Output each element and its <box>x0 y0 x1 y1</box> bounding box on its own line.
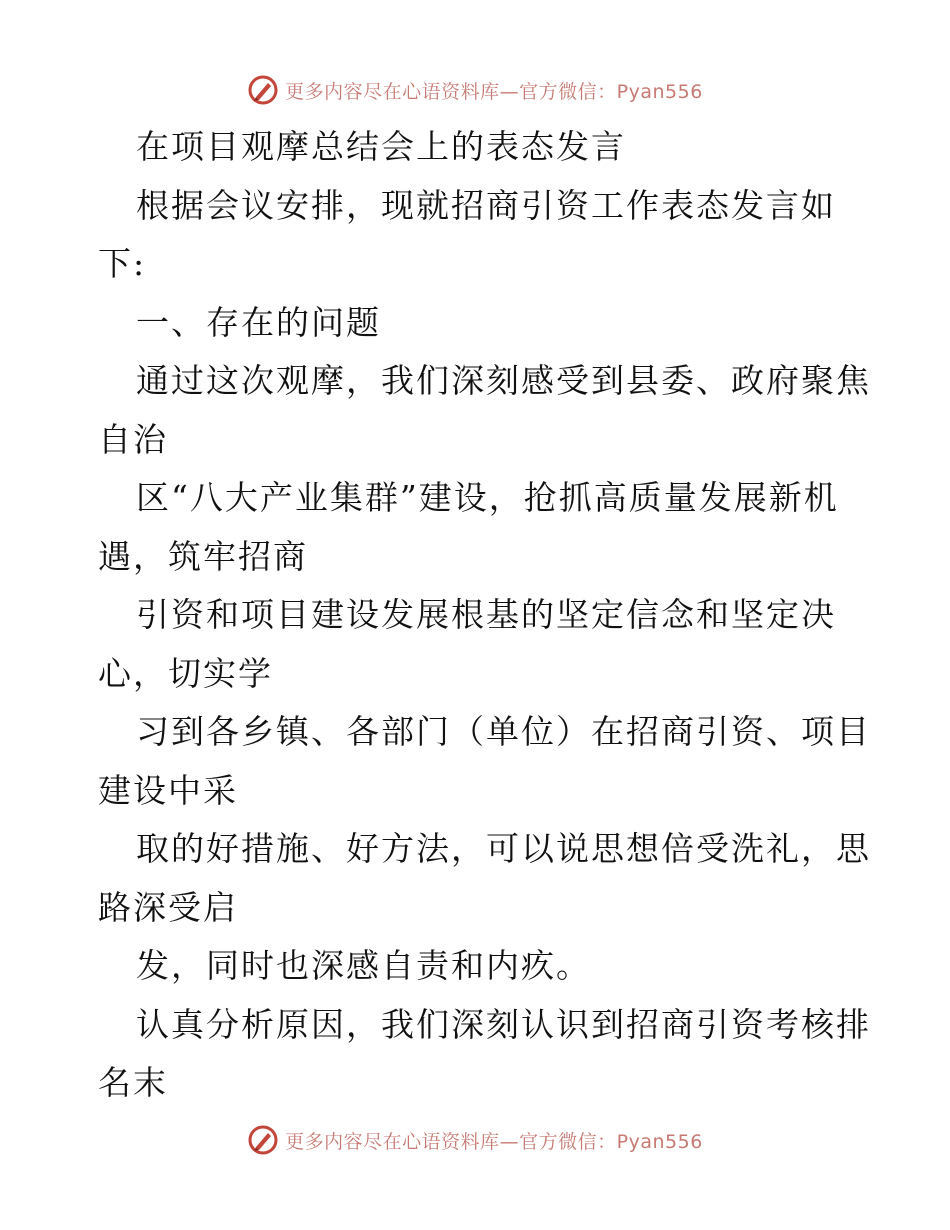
text-line: 认真分析原因，我们深刻认识到招商引资考核排 <box>136 1004 871 1044</box>
text-line: 自治 <box>98 419 168 459</box>
watermark-text: 更多内容尽在心语资料库—官方微信：Pyan556 <box>285 80 703 103</box>
text-line: 名末 <box>98 1063 168 1102</box>
text-line: 建设中采 <box>98 770 238 810</box>
text-line: 路深受启 <box>98 887 238 927</box>
watermark-text: 更多内容尽在心语资料库—官方微信：Pyan556 <box>285 1130 703 1153</box>
header-watermark <box>0 70 950 110</box>
text-line: 取的好措施、好方法，可以说思想倍受洗礼，思 <box>136 829 871 868</box>
text-line: 区“八大产业集群”建设，抢抓高质量发展新机 <box>136 478 839 517</box>
text-line: 遇，筑牢招商 <box>98 536 308 576</box>
text-line: 心，切实学 <box>98 653 273 693</box>
document-body <box>98 118 871 1113</box>
text-line: 发，同时也深感自责和内疚。 <box>136 946 591 985</box>
text-line: 下: <box>98 244 147 283</box>
footer-watermark <box>0 1120 950 1160</box>
text-line: 习到各乡镇、各部门（单位）在招商引资、项目 <box>136 712 871 751</box>
text-line: 通过这次观摩，我们深刻感受到县委、政府聚焦 <box>136 361 871 400</box>
pen-logo-icon <box>247 1124 279 1156</box>
text-line: 引资和项目建设发展根基的坚定信念和坚定决 <box>136 595 836 634</box>
text-line: 根据会议安排，现就招商引资工作表态发言如 <box>136 185 836 225</box>
text-line: 一、存在的问题 <box>136 302 381 342</box>
text-line: 在项目观摩总结会上的表态发言 <box>136 127 626 166</box>
pen-logo-icon <box>247 74 279 106</box>
